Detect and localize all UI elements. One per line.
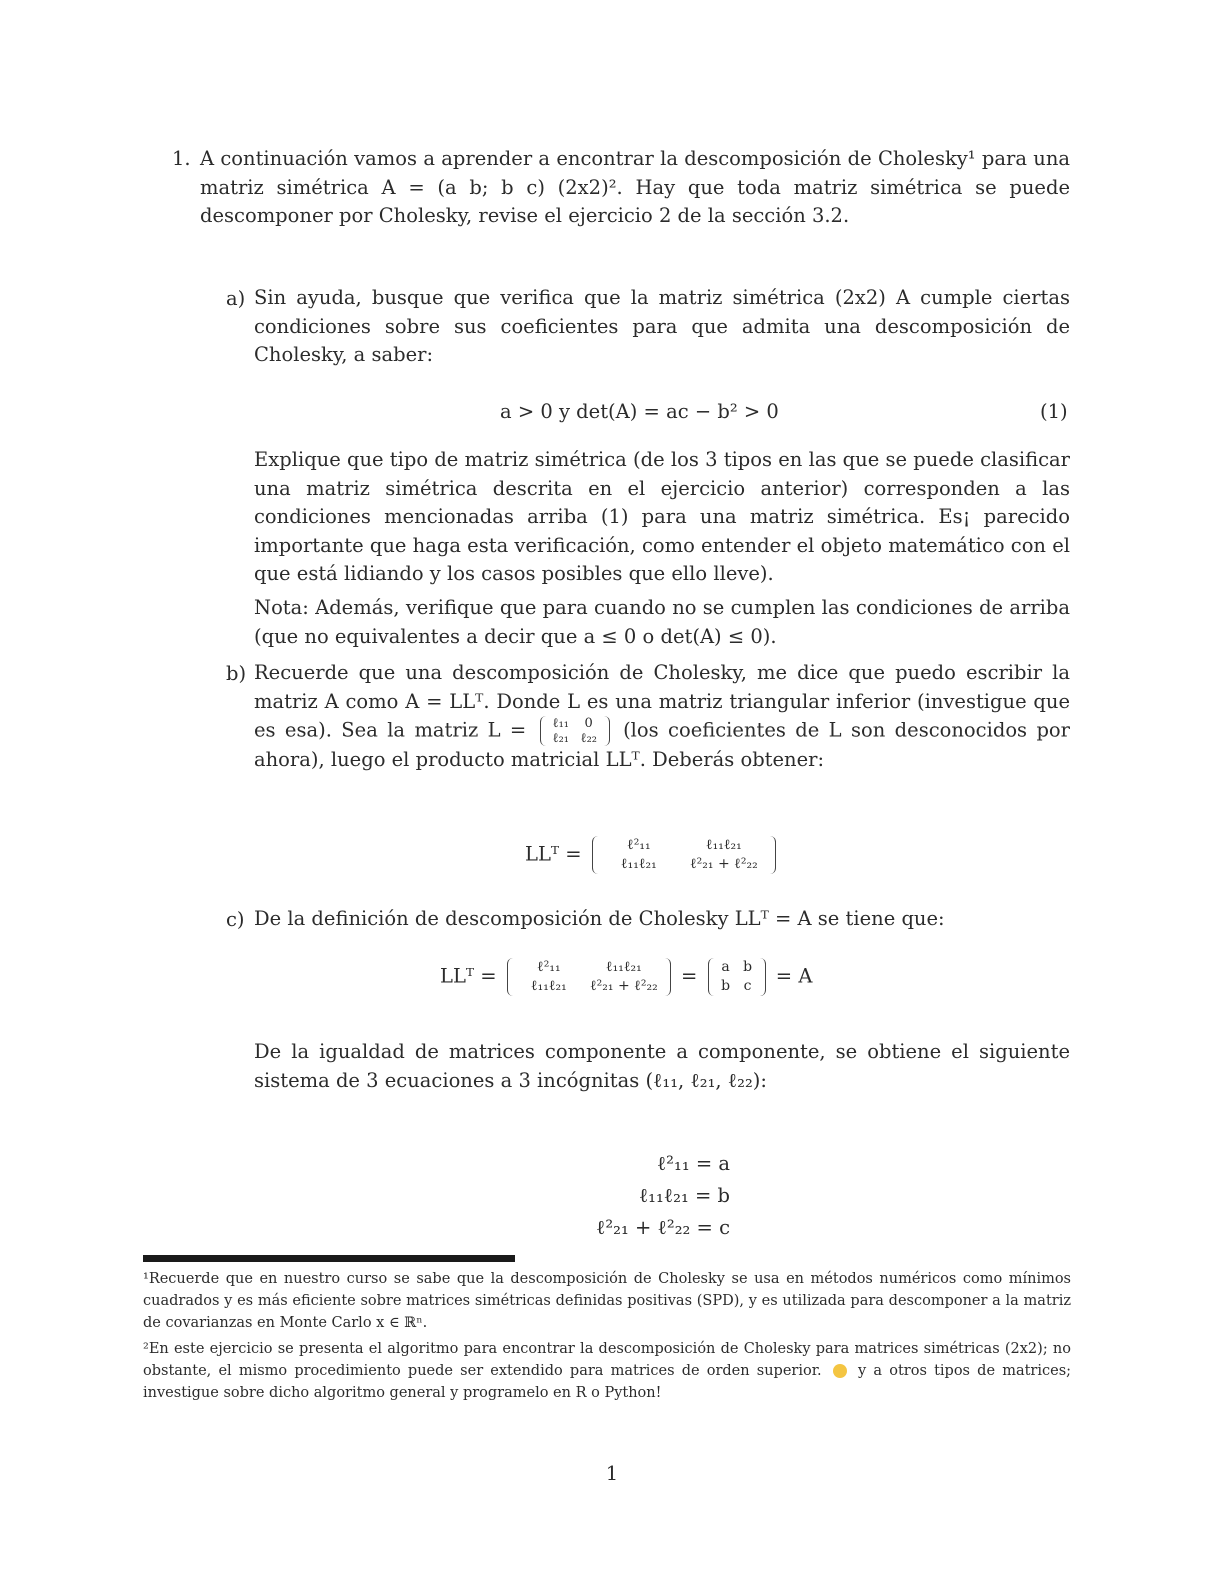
highlight-marker-icon — [833, 1364, 847, 1378]
part-a-explanation: Explique que tipo de matriz simétrica (de los 3 tipos en las que se puede clasificar una matriz simétrica descrita en el ejercicio anterior) corresponden a las condiciones mencionadas arriba (1) para una matriz simétrica. Es¡ parecido importante que haga esta verificación, como entender el objeto matemático con el que está lidiando y los casos posibles que ello lleve). — [254, 448, 1070, 585]
part-c-after: De la igualdad de matrices componente a componente, se obtiene el siguiente sistema de 3 ecuaciones a 3 incógnitas (ℓ₁₁, ℓ₂₁, ℓ₂₂): — [254, 1040, 1070, 1092]
footnote-2 — [143, 1338, 1071, 1404]
condition-equation: a > 0 y det(A) = ac − b² > 0 — [500, 400, 779, 423]
part-b-text-1: Recuerde que una descomposición de Cholesky, me dice que puedo escribir la matriz A como A = LLᵀ. Donde L es una matriz triangular inferior (investigue que es esa). Sea la matriz L = — [254, 661, 1070, 742]
part-a-text: Sin ayuda, busque que verifica que la matriz simétrica (2x2) A cumple ciertas condiciones sobre sus coeficientes para que admita una descomposición de Cholesky, a saber: — [254, 286, 1070, 366]
prod-11: ℓ²₁₁ — [537, 959, 561, 975]
system-eq-1: ℓ²₁₁ = a — [656, 1152, 730, 1175]
problem-intro: A continuación vamos a aprender a encontrar la descomposición de Cholesky¹ para una matriz simétrica A = (a b; b c) (2x2)². Hay que toda matriz simétrica se puede descomponer por Cholesky, revise el ejercicio 2 de la sección 3.2. — [200, 147, 1070, 227]
equation-number: (1) — [1040, 400, 1068, 423]
footnote-rule — [143, 1255, 515, 1262]
L-12: 0 — [584, 716, 593, 731]
prod-12: ℓ₁₁ℓ₂₁ — [605, 959, 642, 975]
footnote-2-text-b: y a otros tipos de matrices; investigue sobre dicho algoritmo general y programelo en R o Python! — [143, 1363, 1072, 1401]
part-b-text — [254, 659, 1070, 775]
footnote-2-text-a: ²En este ejercicio se presenta el algoritmo para encontrar la descomposición de Cholesky para matrices simétricas (2x2); no obstante, el mismo procedimiento puede ser extendido para matrices de orden superior. — [143, 1341, 1071, 1379]
LLt-label: LLᵀ = — [525, 842, 582, 866]
matrix-A — [708, 958, 766, 996]
eq-mid: = — [681, 964, 698, 988]
A-21: b — [721, 978, 731, 994]
eq-lhs: LLᵀ = — [440, 964, 497, 988]
product-matrix — [507, 958, 671, 996]
LLt-matrix — [592, 836, 776, 874]
problem-number: 1. — [172, 147, 191, 170]
A-22: c — [743, 978, 752, 994]
LLt-11: ℓ²₁₁ — [627, 837, 651, 853]
part-b-text-2: (los coeficientes de L son desconocidos por ahora), luego el producto matricial LLᵀ. Deberás obtener: — [254, 718, 1070, 771]
A-11: a — [721, 959, 730, 975]
prod-22: ℓ²₂₁ + ℓ²₂₂ — [589, 978, 658, 994]
part-c-text: De la definición de descomposición de Cholesky LLᵀ = A se tiene que: — [254, 907, 945, 930]
part-a-label: a) — [226, 287, 246, 310]
footnote-1: ¹Recuerde que en nuestro curso se sabe que la descomposición de Cholesky se usa en métodos numéricos como mínimos cuadrados y es más eficiente sobre matrices simétricas definidas positivas (SPD), y es utilizada para descomponer a la matriz de covarianzas en Monte Carlo x ∈ ℝⁿ. — [143, 1271, 1071, 1331]
LLt-equation — [525, 836, 780, 874]
system-eq-2: ℓ₁₁ℓ₂₁ = b — [638, 1184, 730, 1207]
L-22: ℓ₂₂ — [580, 731, 597, 746]
eq-end: = A — [775, 964, 813, 988]
prod-21: ℓ₁₁ℓ₂₁ — [530, 978, 567, 994]
matrix-L — [540, 716, 610, 746]
L-21: ℓ₂₁ — [552, 731, 569, 746]
equation-system — [520, 1148, 730, 1244]
L-11: ℓ₁₁ — [552, 716, 569, 731]
part-c-label: c) — [226, 908, 245, 931]
LLt-21: ℓ₁₁ℓ₂₁ — [620, 856, 657, 872]
part-a-note: Nota: Además, verifique que para cuando no se cumplen las condiciones de arriba (que no equivalentes a decir que a ≤ 0 o det(A) ≤ 0). — [254, 596, 1070, 648]
LLt-12: ℓ₁₁ℓ₂₁ — [705, 837, 742, 853]
part-b-label: b) — [226, 662, 247, 685]
system-eq-3: ℓ²₂₁ + ℓ²₂₂ = c — [596, 1216, 730, 1239]
LLt-22: ℓ²₂₁ + ℓ²₂₂ — [689, 856, 758, 872]
page-number: 1 — [605, 1462, 619, 1485]
cholesky-equation — [440, 958, 812, 996]
A-12: b — [743, 959, 753, 975]
